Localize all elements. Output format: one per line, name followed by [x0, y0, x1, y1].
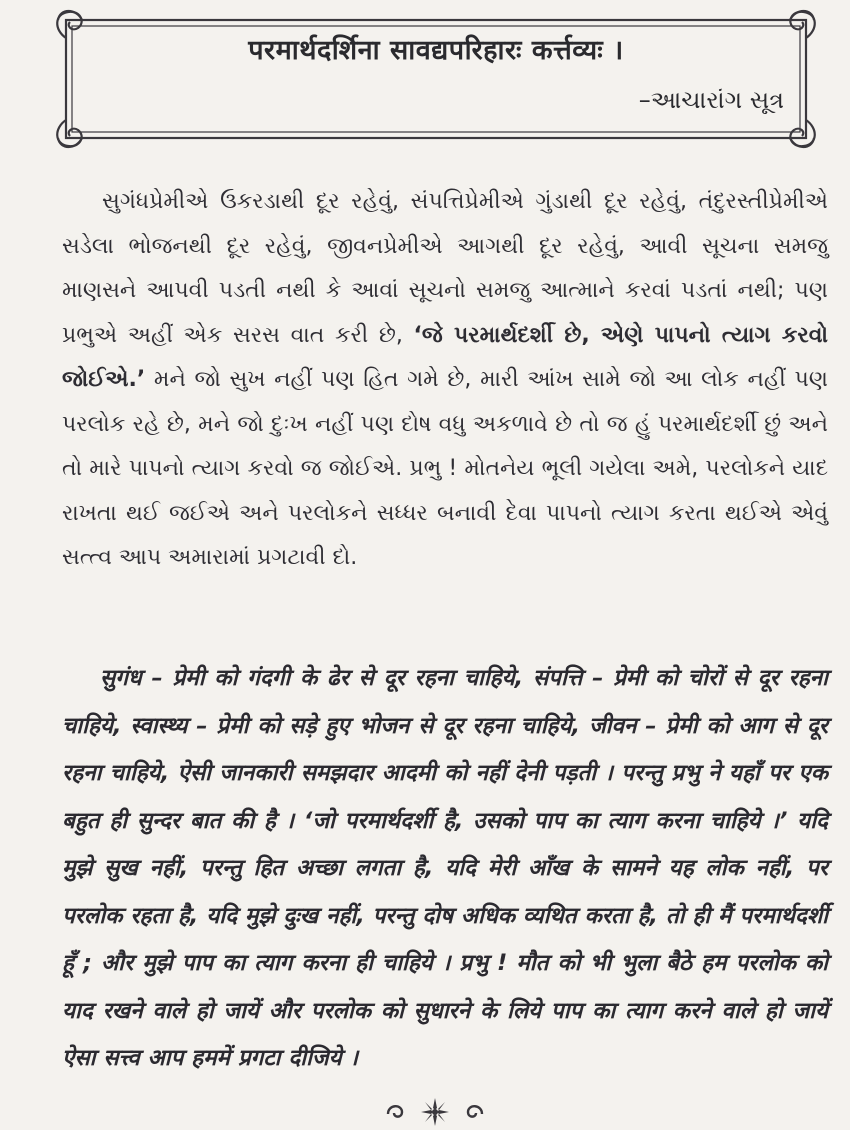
gujarati-paragraph — [62, 180, 828, 581]
hindi-text-start: सुगंध – प्रेमी को गंदगी के ढेर से दूर रहना चाहिये, संपत्ति – प्रेमी को चोरों से दूर रहना चाहिये, स्वास्थ्य – प्रेमी को सड़े हुए भोजन से दूर रहना चाहिये, जीवन – प्रेमी को आग से दूर रहना चाहिये, ऐसी जानकारी समझदार आदमी को नहीं देनी पड़ती । परन्तु प्रभु ने यहाँ पर एक बहुत ही सुन्दर बात की है । — [62, 665, 828, 834]
hindi-text-end: यदि मुझे सुख नहीं, परन्तु हित अच्छा लगता है, यदि मेरी आँख के सामने यह लोक नहीं, पर परलोक रहता है, यदि मुझे दुःख नहीं, परन्तु दोष अधिक व्यथित करता है, तो ही मैं परमार्थदर्शी हूँ ; और मुझे पाप का त्याग करना ही चाहिये । प्रभु ! मौत को भी भुला बैठे हम परलोक को याद रखने वाले हो जायें और परलोक को सुधारने के लिये पाप का त्याग करने वाले हो जायें ऐसा सत्त्व आप हममें प्रगटा दीजिये । — [62, 807, 829, 1071]
ornament-flourish-icon — [380, 1096, 490, 1126]
hindi-paragraph — [62, 655, 828, 1083]
sutra-source: –આચારાંગ સૂત્ર — [638, 86, 784, 114]
gujarati-emphasis-quote: ‘જે પરમાર્થદર્શી છે, એણે પાપનો ત્યાગ કરવો જોઈએ.’ — [62, 322, 828, 392]
hindi-emphasis-quote: ‘जो परमार्थदर्शी है, उसको पाप का त्याग करना चाहिये ।’ — [303, 807, 788, 834]
sutra-title: परमार्थदर्शिना सावद्यपरिहारः कर्त्तव्यः । — [248, 35, 624, 66]
gujarati-text-start: સુગંધપ્રેમીએ ઉકરડાથી દૂર રહેવું, સંપત્તિપ્રેમીએ ગુંડાથી દૂર રહેવું, તંદુરસ્તીપ્રેમીએ સડેલા ભોજનથી દૂર રહેવું, જીવનપ્રેમીએ આગથી દૂર રહેવું, આવી સૂચના સમજુ માણસને આપવી પડતી નથી કે આવાં સૂચનો સમજુ આત્માને કરવાં પડતાં નથી; પણ પ્રભુએ અહીં એક સરસ વાત કરી છે, — [62, 189, 828, 348]
gujarati-text-end: મને જો સુખ નહીં પણ હિત ગમે છે, મારી આંખ સામે જો આ લોક નહીં પણ પરલોક રહે છે, મને જો દુઃખ નહીં પણ દોષ વધુ અકળાવે છે તો જ હું પરમાર્થદર્શી છું અને તો મારે પાપનો ત્યાગ કરવો જ જોઈએ. પ્રભુ ! મોતનેય ભૂલી ગયેલા અમે, પરલોકને યાદ રાખતા થઈ જઈએ અને પરલોકને સધ્ધર બનાવી દેવા પાપનો ત્યાગ કરતા થઈએ એવું સત્ત્વ આપ અમારામાં પ્રગટાવી દો. — [62, 367, 828, 570]
decorative-title-frame — [52, 8, 820, 150]
section-end-ornament — [380, 1096, 490, 1126]
